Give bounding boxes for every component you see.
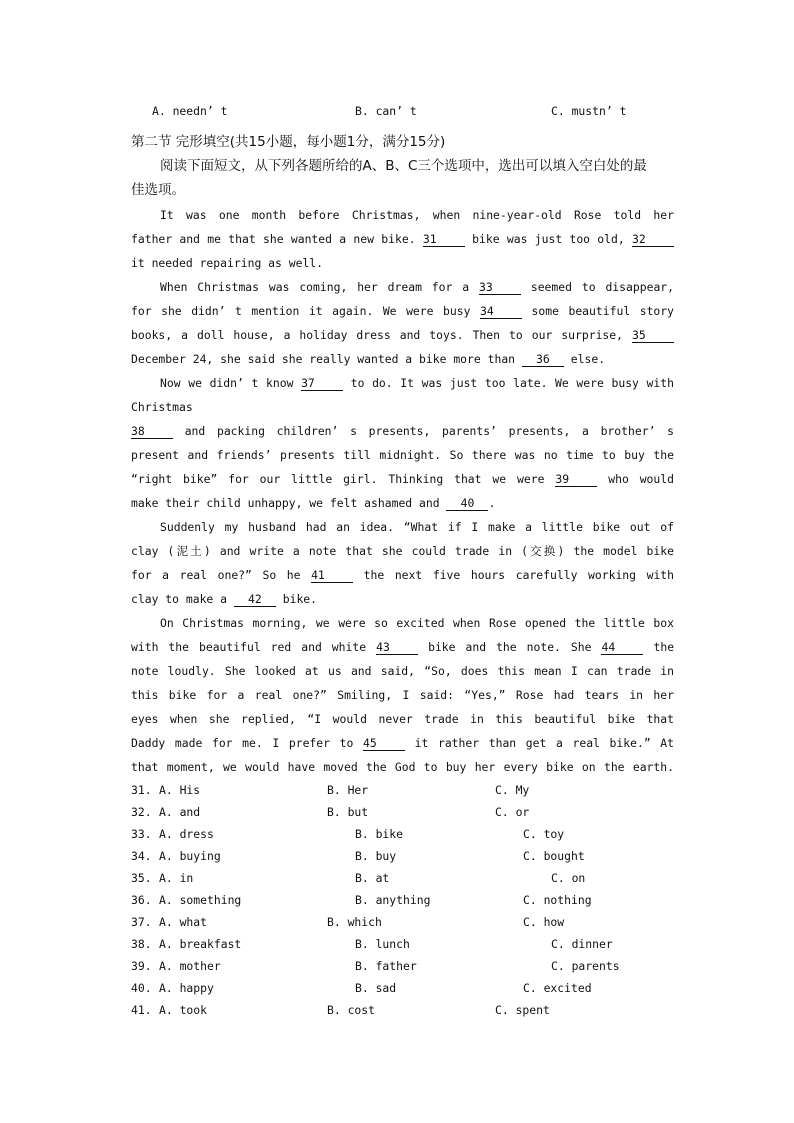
blank-40[interactable]: 40 [446,497,488,511]
question-number: 33. [131,827,152,841]
option-c[interactable]: C. parents [551,959,620,973]
option-a[interactable]: A. His [159,783,201,797]
instruction-line-2: 佳选项。 [131,182,185,198]
question-number: 39. [131,959,152,973]
passage-line: for she didn’ t mention it again. We were busy 34 some beautiful story [131,304,675,318]
option-b[interactable]: B. lunch [355,937,410,951]
option-c[interactable]: C. My [495,783,530,797]
option-a[interactable]: A. something [159,893,242,907]
passage-line: Daddy made for me. I prefer to 45 it rather than get a real bike.” At [131,736,675,750]
question-number: 31. [131,783,152,797]
option-a[interactable]: A. took [159,1003,208,1017]
question-number: 37. [131,915,152,929]
passage-line: father and me that she wanted a new bike. 31 bike was just too old, 32 [131,231,674,247]
option-c[interactable]: C. bought [523,849,585,863]
option-b[interactable]: B. but [327,805,369,819]
option-a[interactable]: A. mother [159,959,221,973]
question-number: 38. [131,937,152,951]
question-number: 32. [131,805,152,819]
question-number: 36. [131,893,152,907]
question-number: 41. [131,1003,152,1017]
passage-line: clay (泥土) and write a note that she could trade in (交换) the model bike [131,544,674,558]
section-title: 第二节 完形填空(共15小题，每小题1分，满分15分) [131,134,446,150]
option-c[interactable]: C. toy [523,827,565,841]
blank-31[interactable]: 31 [423,233,465,247]
passage-line: books, a doll house, a holiday dress and toys. Then to our surprise, 35 [131,327,674,343]
prev-option-c: C. mustn’ t [551,104,627,118]
passage-line: Now we didn’ t know 37 to do. It was just too late. We were busy with [160,376,674,390]
blank-38[interactable]: 38 [131,425,173,439]
option-b[interactable]: B. father [355,959,417,973]
passage-line: On Christmas morning, we were so excited when Rose opened the little box [160,616,674,630]
option-b[interactable]: B. sad [355,981,397,995]
passage-line: present and friends’ presents till midnight. So there was no time to buy the [131,448,674,462]
instruction-line-1: 阅读下面短文，从下列各题所给的A、B、C三个选项中，选出可以填入空白处的最 [160,158,647,174]
option-a[interactable]: A. what [159,915,208,929]
blank-39[interactable]: 39 [555,473,597,487]
blank-33[interactable]: 33 [479,281,521,295]
option-c[interactable]: C. how [523,915,565,929]
option-a[interactable]: A. dress [159,827,214,841]
passage-line: When Christmas was coming, her dream for a 33 seemed to disappear, [160,280,675,294]
passage-line: eyes when she replied, “I would never trade in this beautiful bike that [131,712,674,726]
question-number: 40. [131,981,152,995]
option-b[interactable]: B. which [327,915,382,929]
passage-line: clay to make a 42 bike. [131,592,318,606]
blank-34[interactable]: 34 [480,305,522,319]
blank-44[interactable]: 44 [601,641,643,655]
passage-line: make their child unhappy, we felt ashamed and 40 . [131,496,496,510]
passage-line: that moment, we would have moved the God to buy her every bike on the earth. [131,760,674,774]
passage-line: note loudly. She looked at us and said, “So, does this mean I can trade in [131,664,674,678]
option-c[interactable]: C. on [551,871,586,885]
prev-option-b: B. can’ t [355,104,417,118]
question-number: 34. [131,849,152,863]
blank-43[interactable]: 43 [376,641,418,655]
passage-line: this bike for a real one?” Smiling, I said: “Yes,” Rose had tears in her [131,688,674,702]
option-b[interactable]: B. at [355,871,390,885]
passage-line: Suddenly my husband had an idea. “What if I make a little bike out of [160,520,674,534]
option-b[interactable]: B. bike [355,827,404,841]
blank-45[interactable]: 45 [363,737,405,751]
passage-line: “right bike” for our little girl. Thinking that we were 39 who would [131,472,674,486]
option-c[interactable]: C. excited [523,981,592,995]
option-b[interactable]: B. Her [327,783,369,797]
option-a[interactable]: A. breakfast [159,937,242,951]
option-c[interactable]: C. nothing [523,893,592,907]
option-a[interactable]: A. and [159,805,201,819]
passage-line: Christmas [131,400,193,414]
option-c[interactable]: C. or [495,805,530,819]
passage-line: December 24, she said she really wanted a bike more than 36 else. [131,352,606,366]
passage-line: It was one month before Christmas, when nine-year-old Rose told her [160,208,674,222]
option-a[interactable]: A. happy [159,981,214,995]
passage-line: with the beautiful red and white 43 bike and the note. She 44 the [131,640,675,654]
blank-35[interactable]: 35 [632,329,674,343]
blank-42[interactable]: 42 [234,593,276,607]
passage-line: 38 and packing children’ s presents, parents’ presents, a brother’ s [131,424,674,438]
option-b[interactable]: B. cost [327,1003,376,1017]
blank-37[interactable]: 37 [301,377,343,391]
blank-41[interactable]: 41 [311,569,353,583]
option-a[interactable]: A. in [159,871,194,885]
blank-32[interactable]: 32 [632,233,674,247]
option-a[interactable]: A. buying [159,849,221,863]
question-number: 35. [131,871,152,885]
passage-line: for a real one?” So he 41 the next five hours carefully working with [131,568,675,582]
option-c[interactable]: C. dinner [551,937,613,951]
blank-36[interactable]: 36 [522,353,564,367]
option-b[interactable]: B. anything [355,893,431,907]
passage-line: it needed repairing as well. [131,256,324,270]
option-c[interactable]: C. spent [495,1003,550,1017]
option-b[interactable]: B. buy [355,849,397,863]
prev-option-a: A. needn’ t [152,104,228,118]
